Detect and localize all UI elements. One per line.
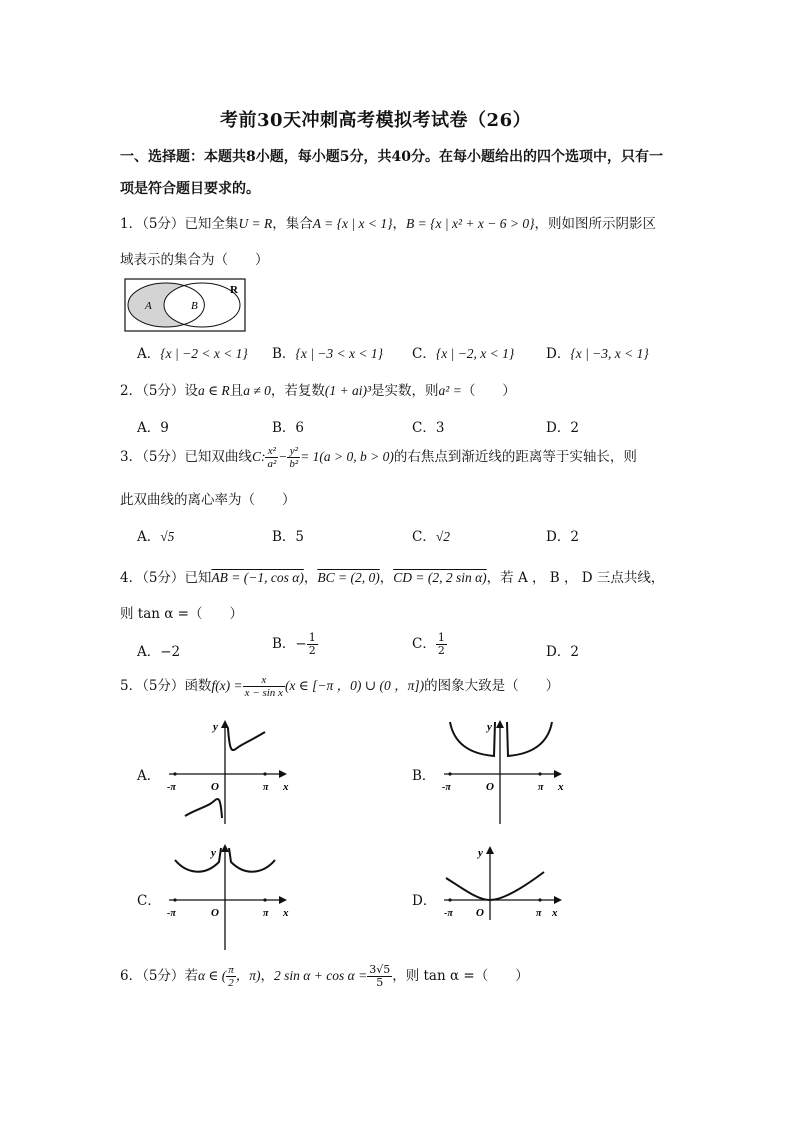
- svg-text:O: O: [211, 907, 219, 919]
- svg-text:x: x: [558, 781, 564, 793]
- question-4-line1: 4．（5分）已知AB = (−1, cos α)，BC = (2, 0)，CD = (2, 2 sin α)，若 A ， B ， D 三点共线，: [120, 570, 665, 586]
- q5-option-d[interactable]: D．: [412, 893, 437, 909]
- svg-text:-π: -π: [442, 782, 451, 793]
- q5-graph-c: [165, 842, 295, 952]
- svg-text:π: π: [263, 908, 269, 919]
- venn-label-a: A: [145, 300, 152, 312]
- question-1-line1: [120, 212, 656, 232]
- q2-option-d[interactable]: D．2: [546, 420, 579, 436]
- q4-option-b[interactable]: B．− $\frac{1}{2}$: [272, 631, 316, 657]
- q4-option-a[interactable]: A．−2: [137, 644, 181, 660]
- q2-option-b[interactable]: B．6: [272, 420, 305, 436]
- q4-option-c[interactable]: C． $\frac{1}{2}$: [412, 631, 445, 657]
- q3-option-d[interactable]: D．2: [546, 529, 579, 545]
- question-1-line2: 域表示的集合为（ ）: [120, 252, 269, 268]
- q1-number: 1．（5分）: [120, 216, 185, 232]
- q1-text-b: ，集合: [272, 216, 313, 232]
- svg-text:x: x: [552, 907, 558, 919]
- q1-universal-set: U = R: [238, 216, 273, 231]
- q5-option-b[interactable]: B．: [412, 768, 436, 784]
- svg-text:y: y: [211, 847, 216, 859]
- q1-option-b[interactable]: B．{x | −3 < x < 1}: [272, 346, 383, 362]
- svg-text:y: y: [487, 721, 492, 733]
- q1-comma: ，: [392, 216, 407, 232]
- q1-text-c: ，则如图所示阴影区: [534, 216, 656, 232]
- svg-text:x: x: [283, 781, 289, 793]
- question-2: 2．（5分）设a ∈ R且a ≠ 0，若复数(1 + ai)³是实数，则a² =（ ）: [120, 383, 516, 399]
- q2-option-c[interactable]: C．3: [412, 420, 445, 436]
- q5-option-c[interactable]: C．: [137, 893, 161, 909]
- question-4-line2: 则 tan α =（ ）: [120, 606, 243, 622]
- q5-graph-b: [440, 718, 570, 828]
- svg-text:O: O: [211, 781, 219, 793]
- venn-label-r: R: [230, 284, 238, 296]
- svg-text:π: π: [263, 782, 269, 793]
- svg-text:-π: -π: [167, 782, 176, 793]
- question-5: 5．（5分）函数f(x) = $\frac{x}{\text{x − sin x}}$ (x ∈ [−π ，0) ∪ (0 ，π])的图象大致是（ ）: [120, 674, 560, 699]
- q4-option-d[interactable]: D．2: [546, 644, 579, 660]
- venn-diagram: [124, 278, 246, 332]
- q2-option-a[interactable]: A．9: [137, 420, 169, 436]
- question-6: 6．（5分）若α ∈ ( $\frac{\pi}{2}$ ，π)，2 sin α + cos α = $\frac{3√5}{5}$ ，则 tan α =（ ）: [120, 963, 529, 989]
- svg-text:y: y: [478, 847, 483, 859]
- svg-text:π: π: [536, 908, 542, 919]
- svg-text:O: O: [486, 781, 494, 793]
- q5-graph-a: [165, 718, 295, 828]
- venn-label-b: B: [191, 300, 198, 312]
- q3-option-b[interactable]: B．5: [272, 529, 305, 545]
- q5-option-a[interactable]: A．: [137, 768, 161, 784]
- question-3-line2: 此双曲线的离心率为（ ）: [120, 492, 296, 508]
- q3-option-a[interactable]: A．√5: [137, 529, 175, 545]
- q5-graph-d: [440, 842, 570, 922]
- q1-set-a: A = {x | x < 1}: [312, 216, 393, 231]
- svg-text:x: x: [283, 907, 289, 919]
- q1-text-a: 已知全集: [184, 216, 239, 232]
- q1-option-c[interactable]: C．{x | −2, x < 1}: [412, 346, 515, 362]
- svg-text:-π: -π: [167, 908, 176, 919]
- section-header-line2: 项是符合题目要求的。: [120, 181, 260, 197]
- question-3-line1: 3．（5分）已知双曲线C: $\frac{\text{x²}}{\text{a²}}$ − $\frac{\text{y²}}{\text{b²}}$ = 1(a > 0, b > 0)的右焦点到渐近线的距离等于实轴长，则: [120, 445, 637, 470]
- q3-option-c[interactable]: C．√2: [412, 529, 451, 545]
- page-title: 考前30天冲刺高考模拟考试卷（26）: [220, 110, 532, 131]
- q1-option-d[interactable]: D．{x | −3, x < 1}: [546, 346, 649, 362]
- venn-set-b: [164, 283, 240, 327]
- q1-option-a[interactable]: A．{x | −2 < x < 1}: [137, 346, 248, 362]
- svg-text:y: y: [213, 721, 218, 733]
- section-header-line1: 一、选择题：本题共8小题，每小题5分，共40分。在每小题给出的四个选项中，只有一: [120, 149, 663, 165]
- svg-text:-π: -π: [444, 908, 453, 919]
- svg-text:π: π: [538, 782, 544, 793]
- q1-set-b: B = {x | x² + x − 6 > 0}: [406, 216, 535, 231]
- svg-text:O: O: [476, 907, 484, 919]
